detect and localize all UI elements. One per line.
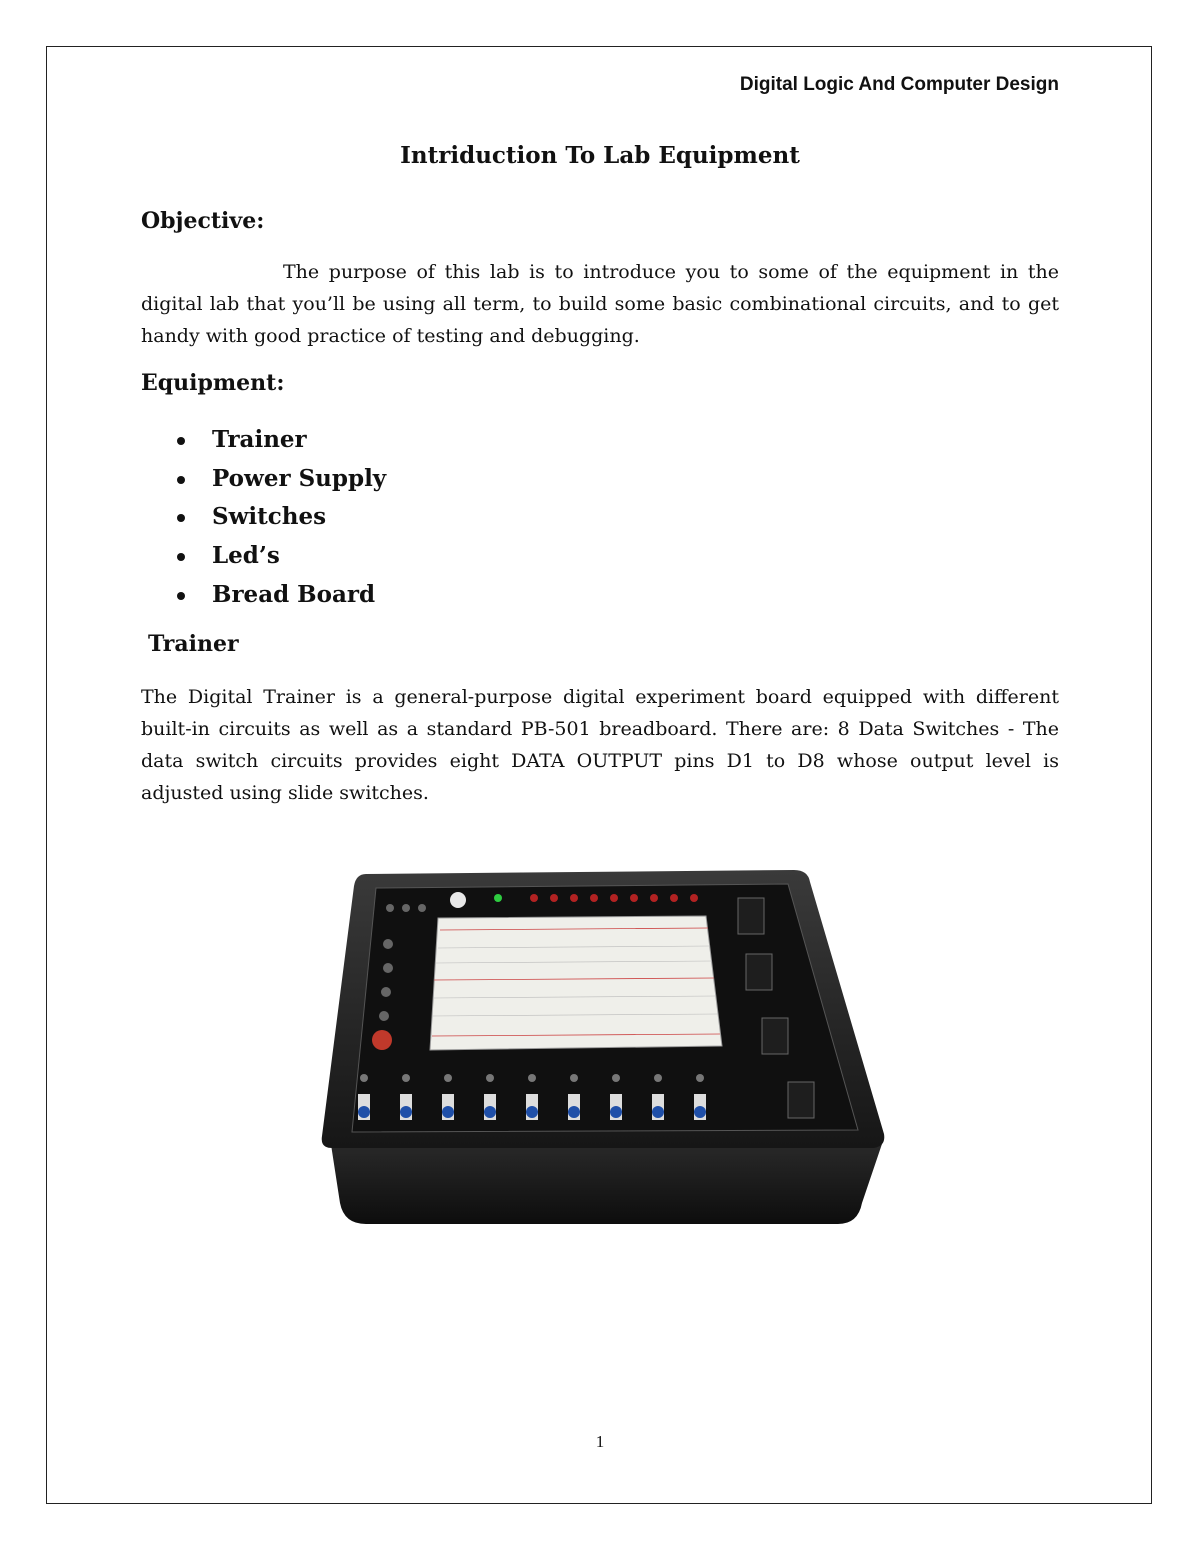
bullet-icon bbox=[177, 592, 185, 600]
bullet-icon bbox=[177, 553, 185, 561]
list-item: Led’s bbox=[141, 539, 386, 578]
bullet-icon bbox=[177, 476, 185, 484]
trainer-paragraph: The Digital Trainer is a general-purpose digital experiment board equipped with different built-in circuits as well as a standard PB-501 breadboard. There are: 8 Data Switches - The data switch circuits provides eight DATA OUTPUT pins D1 to D8 whose output level is adjusted using slide switches. bbox=[141, 686, 1059, 804]
page-number: 1 bbox=[595, 1432, 605, 1451]
list-item: Switches bbox=[141, 500, 386, 539]
list-item: Trainer bbox=[141, 423, 386, 462]
list-item: Power Supply bbox=[141, 462, 386, 501]
page-title: Intriduction To Lab Equipment bbox=[400, 142, 800, 169]
equipment-heading: Equipment: bbox=[141, 370, 285, 396]
objective-heading: Objective: bbox=[141, 208, 265, 234]
list-item: Bread Board bbox=[141, 578, 386, 617]
digital-trainer-photo bbox=[318, 868, 886, 1228]
bullet-icon bbox=[177, 437, 185, 445]
objective-paragraph: The purpose of this lab is to introduce you to some of the equipment in the digital lab that you’ll be using all term, to build some basic combinational circuits, and to get handy with good practice of testing and debugging. bbox=[141, 261, 1059, 347]
running-header: Digital Logic And Computer Design bbox=[739, 74, 1059, 95]
trainer-heading: Trainer bbox=[148, 631, 239, 657]
equipment-list bbox=[141, 423, 386, 616]
bullet-icon bbox=[177, 514, 185, 522]
